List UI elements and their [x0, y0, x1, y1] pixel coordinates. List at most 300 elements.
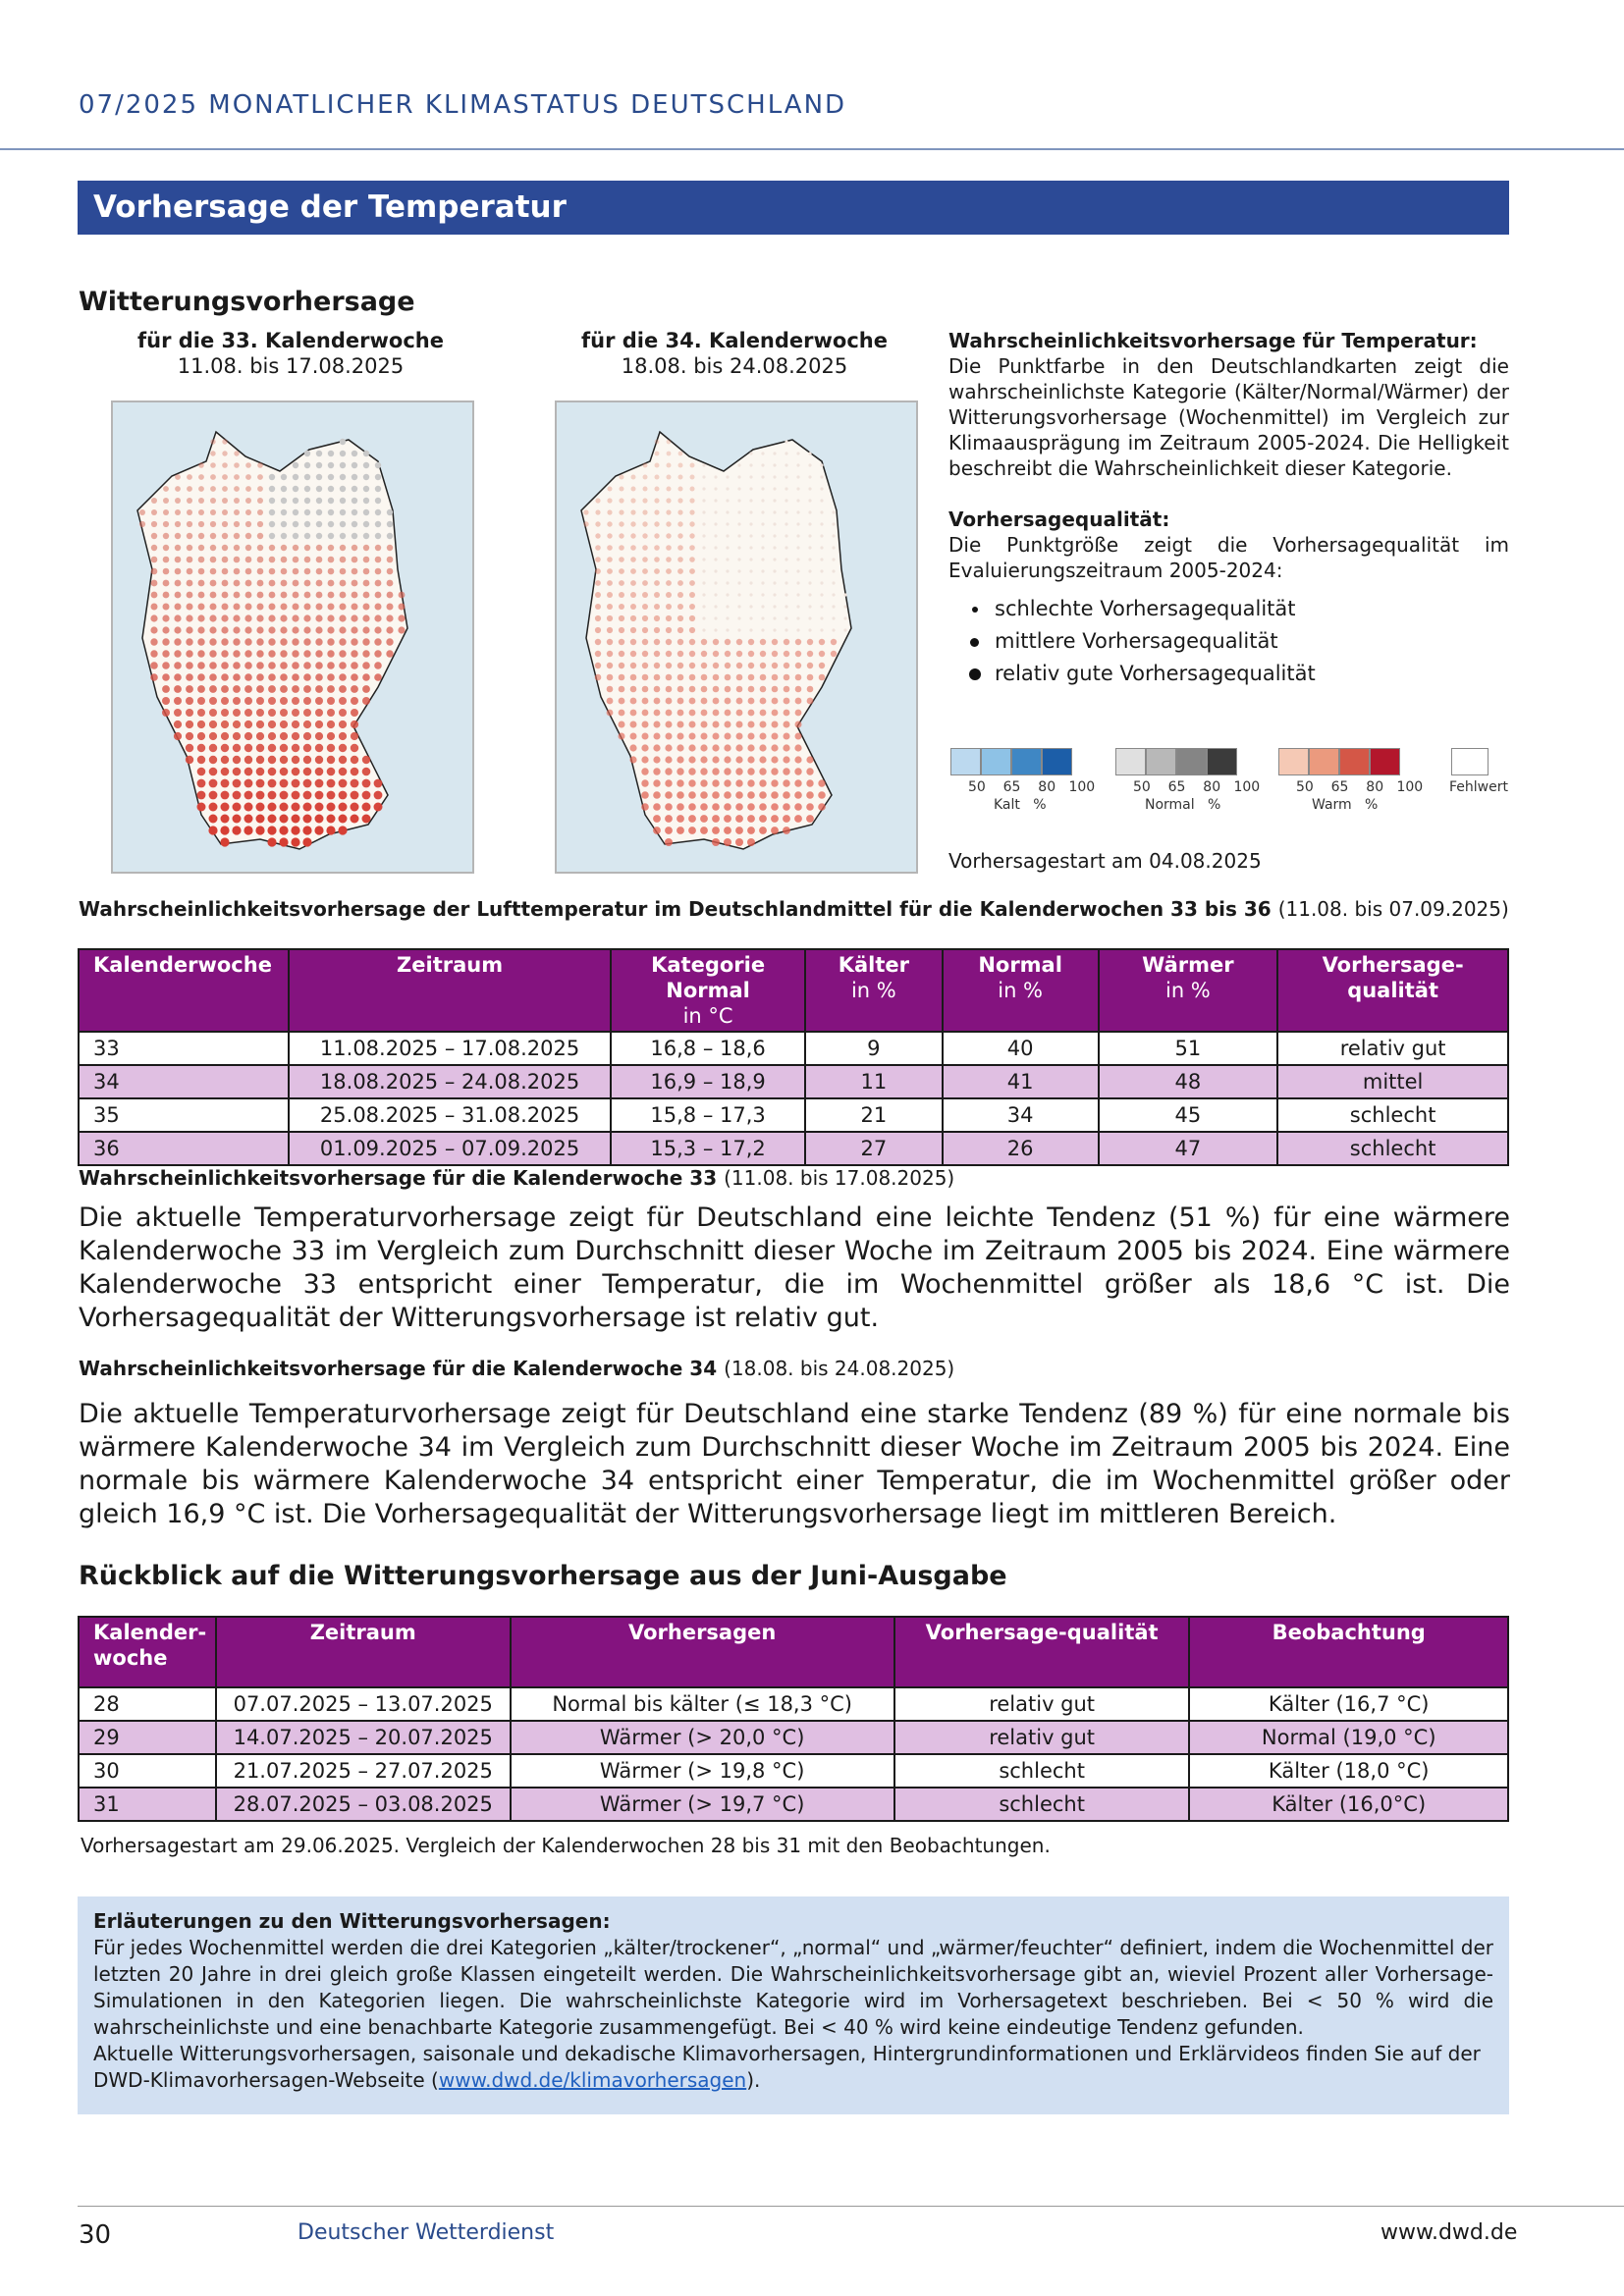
map-dot: [724, 768, 731, 774]
map-dot: [386, 614, 393, 621]
map-dot: [701, 721, 708, 728]
map-dot: [654, 568, 660, 574]
map-dot: [339, 662, 347, 669]
map-dot: [197, 685, 205, 693]
map-dot: [174, 626, 181, 633]
map-dot: [268, 685, 276, 693]
map-dot: [174, 673, 182, 681]
map-dot: [666, 521, 671, 526]
table-row: [79, 1065, 1508, 1098]
map-dot: [653, 791, 661, 799]
map-dot: [315, 815, 324, 824]
map-dot: [268, 803, 277, 812]
map-dot: [221, 756, 229, 764]
map-dot: [340, 509, 346, 515]
map-dot: [737, 534, 740, 537]
map-dot: [595, 604, 601, 610]
map-dot: [315, 732, 323, 740]
map-dot: [233, 768, 242, 776]
map-dot: [351, 744, 358, 752]
map-dot: [174, 662, 182, 669]
map-dot: [256, 626, 263, 633]
map-dot: [819, 651, 825, 657]
map-dot: [327, 732, 335, 740]
map-dot: [677, 509, 682, 514]
map-dot: [257, 521, 263, 527]
map-dot: [795, 663, 801, 668]
map-dot: [328, 474, 334, 480]
map-dot: [688, 815, 696, 823]
map-dot: [303, 803, 312, 812]
map-dot: [631, 475, 636, 480]
map-dot: [340, 486, 346, 492]
kw34-heading: Wahrscheinlichkeitsvorhersage für die Kalenderwoche 34 (18.08. bis 24.08.2025): [79, 1357, 955, 1380]
map-dot: [280, 779, 289, 788]
map-dot: [362, 662, 370, 669]
map1-title: für die 33. Kalenderwoche: [137, 329, 444, 352]
map-dot: [785, 440, 787, 443]
map-dot: [351, 721, 358, 728]
map-dot: [773, 463, 776, 466]
map-dot: [293, 580, 299, 587]
map-dot: [256, 779, 265, 788]
map-dot: [654, 557, 660, 562]
map-dot: [796, 558, 799, 561]
map-dot: [761, 510, 764, 513]
map-dot: [269, 545, 275, 551]
map-dot: [843, 593, 846, 596]
map-dot: [245, 474, 251, 480]
map-dot: [737, 463, 740, 466]
map-dot: [163, 557, 170, 563]
map-dot: [197, 732, 205, 740]
map-dot: [328, 498, 334, 504]
map-dot: [351, 779, 359, 788]
map-dot: [209, 709, 217, 717]
map-dot: [187, 486, 192, 492]
map-dot: [139, 509, 145, 515]
map-dot: [233, 779, 242, 788]
map-dot: [654, 545, 660, 551]
map-dot: [255, 826, 264, 834]
map-dot: [784, 674, 790, 681]
map-dot: [244, 709, 252, 717]
map-dot: [701, 651, 707, 657]
footer-divider: [78, 2206, 1624, 2207]
map-dot: [302, 837, 311, 846]
map-dot: [583, 521, 588, 526]
map-dot: [375, 521, 381, 527]
map-dot: [327, 614, 334, 621]
map-dot: [197, 638, 204, 645]
map-dot: [666, 545, 672, 551]
map-dot: [269, 486, 275, 492]
map-dot: [221, 744, 229, 752]
map-dot: [198, 498, 204, 504]
map-dot: [268, 721, 276, 728]
map-dot: [785, 546, 787, 549]
map-dot: [280, 721, 288, 728]
map-dot: [630, 521, 635, 526]
map-dot: [736, 686, 743, 693]
map-dot: [209, 614, 216, 621]
map-dot: [665, 768, 672, 774]
map-dot: [162, 673, 170, 681]
map-dot: [339, 768, 348, 776]
map-dot: [292, 614, 298, 621]
map-dot: [642, 674, 649, 681]
map-dot: [175, 568, 182, 575]
map-dot: [796, 616, 799, 619]
map-dot: [654, 686, 661, 693]
map-dot: [387, 580, 394, 587]
col-header-kaelter: Kälter in %: [805, 949, 943, 1032]
map-dot: [726, 628, 729, 631]
map-dot: [773, 616, 776, 619]
map-dot: [677, 686, 684, 693]
map-dot: [643, 463, 648, 468]
map-dot: [304, 568, 311, 575]
map-dot: [256, 650, 263, 657]
rb-header-zeitraum: Zeitraum: [216, 1617, 511, 1687]
map-dot: [748, 639, 754, 645]
map-dot: [351, 650, 357, 657]
map-dot: [677, 803, 684, 811]
map-dot: [280, 697, 288, 705]
map-dot: [654, 733, 661, 740]
map-dot: [619, 698, 625, 705]
map-dot: [269, 533, 275, 539]
map-dot: [689, 663, 695, 668]
map-dot: [256, 685, 264, 693]
map-dot: [759, 827, 767, 834]
map-dot: [232, 826, 241, 834]
map-dot: [293, 474, 298, 480]
map-dot: [794, 779, 801, 786]
map-dot: [820, 487, 823, 490]
map-dot: [677, 756, 683, 763]
map-dot: [256, 638, 263, 645]
map-dot: [653, 803, 661, 811]
map-dot: [795, 651, 801, 657]
map-dot: [796, 452, 799, 454]
map-dot: [351, 614, 357, 621]
map-dot: [340, 604, 347, 611]
map-dot: [151, 545, 157, 551]
map-dot: [315, 697, 323, 705]
map-dot: [327, 685, 335, 693]
map-dot: [362, 650, 369, 657]
map-dot: [642, 639, 648, 645]
map-dot: [269, 592, 276, 599]
rb-header-qualitaet: Vorhersage-qualität: [894, 1617, 1190, 1687]
map-dot: [187, 521, 192, 527]
table-row: [79, 1721, 1508, 1754]
map-dot: [796, 581, 799, 584]
map-dot: [667, 452, 672, 456]
map-dot: [269, 604, 276, 611]
map-dot: [245, 533, 251, 539]
map-dot: [607, 663, 613, 668]
map2-title: für die 34. Kalenderwoche: [581, 329, 888, 352]
map-dot: [771, 827, 779, 834]
table-row: [79, 1098, 1508, 1132]
map-dot: [151, 521, 157, 527]
map-dot: [316, 592, 323, 599]
map-dot: [677, 744, 683, 751]
map-dot: [303, 709, 311, 717]
map-dot: [292, 650, 298, 657]
map-dot: [209, 756, 217, 764]
map-dot: [209, 732, 217, 740]
map-dot: [665, 838, 673, 846]
map-dot: [293, 498, 298, 504]
map-dot: [773, 499, 776, 502]
map-dot: [279, 837, 288, 846]
map-dot: [689, 545, 695, 551]
map-dot: [619, 568, 624, 574]
map-dot: [783, 768, 789, 774]
map-dot: [820, 510, 823, 513]
map-dot: [210, 486, 216, 492]
map-dot: [808, 616, 811, 619]
map-dot: [737, 628, 740, 631]
col-header-waermer: Wärmer in %: [1099, 949, 1278, 1032]
map-dot: [607, 710, 614, 717]
map-dot: [257, 498, 263, 504]
map-dot: [374, 803, 383, 812]
map-dot: [293, 509, 298, 515]
map-dot: [210, 533, 216, 539]
map-dot: [735, 838, 743, 846]
map-dot: [162, 697, 170, 705]
map-dot: [702, 581, 705, 584]
map-dot: [375, 498, 381, 504]
map-dot: [303, 614, 310, 621]
map-dot: [375, 568, 382, 575]
map-dot: [175, 486, 181, 492]
map-dot: [280, 709, 288, 717]
map-dot: [689, 498, 694, 503]
map-dot: [363, 509, 369, 515]
map-dot: [268, 673, 276, 681]
map-dot: [819, 663, 825, 668]
map-dot: [689, 557, 695, 562]
map-dot: [735, 744, 742, 751]
map-dot: [244, 662, 252, 669]
map-dot: [677, 651, 683, 657]
map-dot: [362, 626, 369, 633]
map-dot: [292, 685, 299, 693]
map-dot: [316, 533, 322, 539]
map-dot: [785, 463, 787, 466]
map-dot: [677, 639, 683, 645]
map-dot: [820, 499, 823, 502]
map-dot: [339, 732, 347, 740]
map-dot: [210, 545, 216, 551]
map-dot: [256, 803, 265, 812]
map-dot: [327, 638, 334, 645]
map-dot: [175, 474, 181, 480]
map-dot: [303, 791, 312, 800]
map-dot: [209, 779, 218, 788]
map-dot: [245, 604, 252, 611]
map-dot: [654, 674, 661, 681]
map-dot: [222, 462, 228, 468]
map-dot: [735, 803, 743, 811]
color-swatch: [1042, 748, 1072, 775]
map-dot: [187, 545, 192, 551]
map-dot: [665, 779, 672, 786]
map-dot: [749, 628, 752, 631]
map-dot: [268, 732, 276, 740]
map-dot: [653, 756, 660, 763]
map-dot: [796, 605, 799, 608]
map-dot: [700, 768, 707, 774]
map-dot: [736, 639, 742, 645]
map-dot: [760, 639, 766, 645]
map-dot: [806, 815, 814, 823]
map-dot: [608, 487, 613, 492]
map-dot: [806, 768, 813, 774]
map-dot: [832, 616, 835, 619]
map-dot: [619, 533, 623, 538]
map-dot: [257, 509, 263, 515]
map-dot: [387, 521, 393, 527]
map-dot: [363, 533, 369, 539]
map-dot: [772, 710, 779, 717]
map-dot: [233, 697, 241, 705]
map-dot: [339, 626, 346, 633]
map-dot: [749, 558, 752, 561]
map-dot: [725, 674, 731, 681]
map-dot: [665, 803, 673, 811]
map-dot: [688, 791, 696, 799]
map-dot: [375, 604, 382, 611]
map-dot: [209, 815, 218, 824]
map-dot: [257, 557, 264, 563]
map-dot: [210, 498, 216, 504]
map-dot: [387, 604, 394, 611]
map-dot: [304, 451, 310, 456]
map-dot: [666, 568, 672, 574]
map-dot: [712, 744, 719, 751]
map-dot: [233, 685, 241, 693]
map-dot: [784, 686, 790, 693]
map-dot: [221, 803, 230, 812]
map-dot: [677, 604, 683, 610]
map-dot: [714, 546, 717, 549]
map-dot: [222, 533, 228, 539]
color-swatch: [1207, 748, 1237, 775]
map-dot: [327, 815, 336, 824]
map-dot: [642, 592, 648, 598]
map-dot: [630, 627, 636, 633]
map-dot: [689, 627, 695, 633]
map-dot: [747, 756, 754, 763]
map-dot: [163, 498, 169, 504]
map-dot: [174, 638, 181, 645]
map-dot: [642, 568, 648, 574]
map-dot: [689, 521, 694, 526]
map-dot: [257, 462, 263, 468]
klimavorhersagen-link[interactable]: www.dwd.de/klimavorhersagen: [438, 2068, 747, 2092]
map-dot: [187, 498, 192, 504]
map-dot: [726, 558, 729, 561]
map-dot: [736, 721, 743, 728]
map-dot: [187, 557, 193, 563]
map-dot: [198, 604, 205, 611]
map-dot: [713, 698, 720, 705]
map-dot: [340, 498, 346, 504]
table-cell: 45: [1099, 1098, 1278, 1132]
kalt-scale: 50 65 80 100 Kalt %: [950, 748, 1072, 775]
map-dot: [820, 581, 823, 584]
map-dot: [595, 627, 601, 633]
map-dot: [163, 604, 170, 611]
map-dot: [748, 663, 754, 668]
map-dot: [362, 815, 371, 824]
map-dot: [375, 486, 381, 492]
map-dot: [221, 685, 229, 693]
map-dot: [257, 568, 264, 575]
map-dot: [304, 545, 310, 551]
map-dot: [595, 580, 601, 586]
map-dot: [688, 768, 695, 774]
map-dot: [234, 486, 240, 492]
map-dot: [174, 709, 182, 717]
map-dot: [820, 569, 823, 572]
map-dot: [702, 487, 705, 490]
map-dot: [222, 568, 229, 575]
map-dot: [280, 626, 287, 633]
map-dot: [244, 815, 253, 824]
map-dot: [595, 674, 602, 681]
map-dot: [795, 698, 802, 705]
map-dot: [785, 605, 787, 608]
map-dot: [197, 697, 205, 705]
map-dot: [339, 673, 347, 681]
map-dot: [269, 568, 276, 575]
map-dot: [736, 698, 743, 705]
map-dot: [607, 580, 613, 586]
map-dot: [747, 827, 755, 834]
map-dot: [796, 546, 799, 549]
map-dot: [187, 509, 192, 515]
map-dot: [688, 827, 696, 834]
rueckblick-note: Vorhersagestart am 29.06.2025. Vergleich der Kalenderwochen 28 bis 31 mit den Beobachtungen.: [81, 1834, 1051, 1857]
map-dot: [619, 615, 624, 621]
map-dot: [785, 499, 787, 502]
map-dot: [619, 651, 624, 657]
map-dot: [641, 756, 648, 763]
table-cell: 51: [1099, 1032, 1278, 1065]
table-cell: 11: [805, 1065, 943, 1098]
map-dot: [724, 827, 731, 834]
map-dot: [304, 580, 311, 587]
map-dot: [677, 627, 683, 633]
map-dot: [642, 651, 648, 657]
map-dot: [362, 685, 370, 693]
map-dot: [714, 487, 717, 490]
map-dot: [280, 614, 287, 621]
map-dot: [702, 569, 705, 572]
map-dot: [187, 604, 193, 611]
map-dot: [654, 663, 660, 668]
map-dot: [748, 710, 755, 717]
map-dot: [689, 651, 695, 657]
map-dot: [714, 522, 717, 525]
